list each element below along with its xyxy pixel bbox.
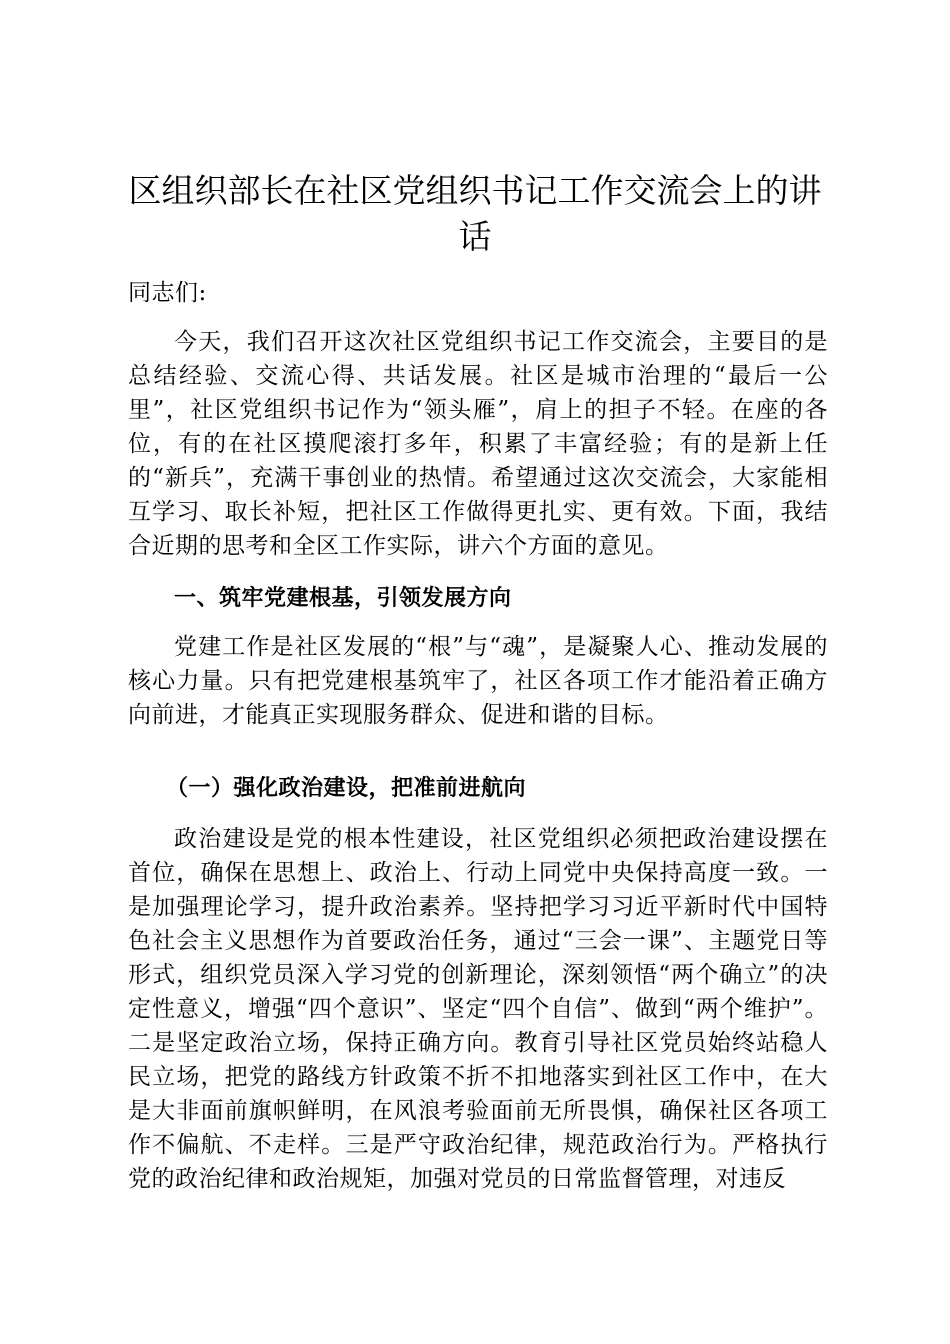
subsection-heading-1: （一）强化政治建设，把准前进航向 — [166, 776, 527, 801]
section-heading-1: 一、筑牢党建根基，引领发展方向 — [174, 586, 512, 611]
salutation: 同志们: — [128, 280, 207, 306]
paragraph-intro: 今天，我们召开这次社区党组织书记工作交流会，主要目的是总结经验、交流心得、共话发展。社区是城市治理的“最后一公里”，社区党组织书记作为“领头雁”，肩上的担子不轻。在座的各位，有的在社区摸爬滚打多年，积累了丰富经验；有的是新上任的“新兵”，充满干事创业的热情。希望通过这次交流会，大家能相互学习、取长补短，把社区工作做得更扎实、更有效。下面，我结合近期的思考和全区工作实际，讲六个方面的意见。 — [128, 329, 828, 559]
document-title: 区组织部长在社区党组织书记工作交流会上的讲话 — [128, 171, 822, 256]
paragraph-political-construction: 政治建设是党的根本性建设，社区党组织必须把政治建设摆在首位，确保在思想上、政治上、行动上同党中央保持高度一致。一是加强理论学习，提升政治素养。坚持把学习习近平新时代中国特色社会主义思想作为首要政治任务，通过“三会一课”、主题党日等形式，组织党员深入学习党的创新理论，深刻领悟“两个确立”的决定性意义，增强“四个意识”、坚定“四个自信”、做到“两个维护”。二是坚定政治立场，保持正确方向。教育引导社区党员始终站稳人民立场，把党的路线方针政策不折不扣地落实到社区工作中，在大是大非面前旗帜鲜明，在风浪考验面前无所畏惧，确保社区各项工作不偏航、不走样。三是严守政治纪律，规范政治行为。严格执行党的政治纪律和政治规矩，加强对党员的日常监督管理，对违反 — [128, 826, 828, 1192]
paragraph-party-building: 党建工作是社区发展的“根”与“魂”，是凝聚人心、推动发展的核心力量。只有把党建根基筑牢了，社区各项工作才能沿着正确方向前进，才能真正实现服务群众、促进和谐的目标。 — [128, 634, 828, 728]
